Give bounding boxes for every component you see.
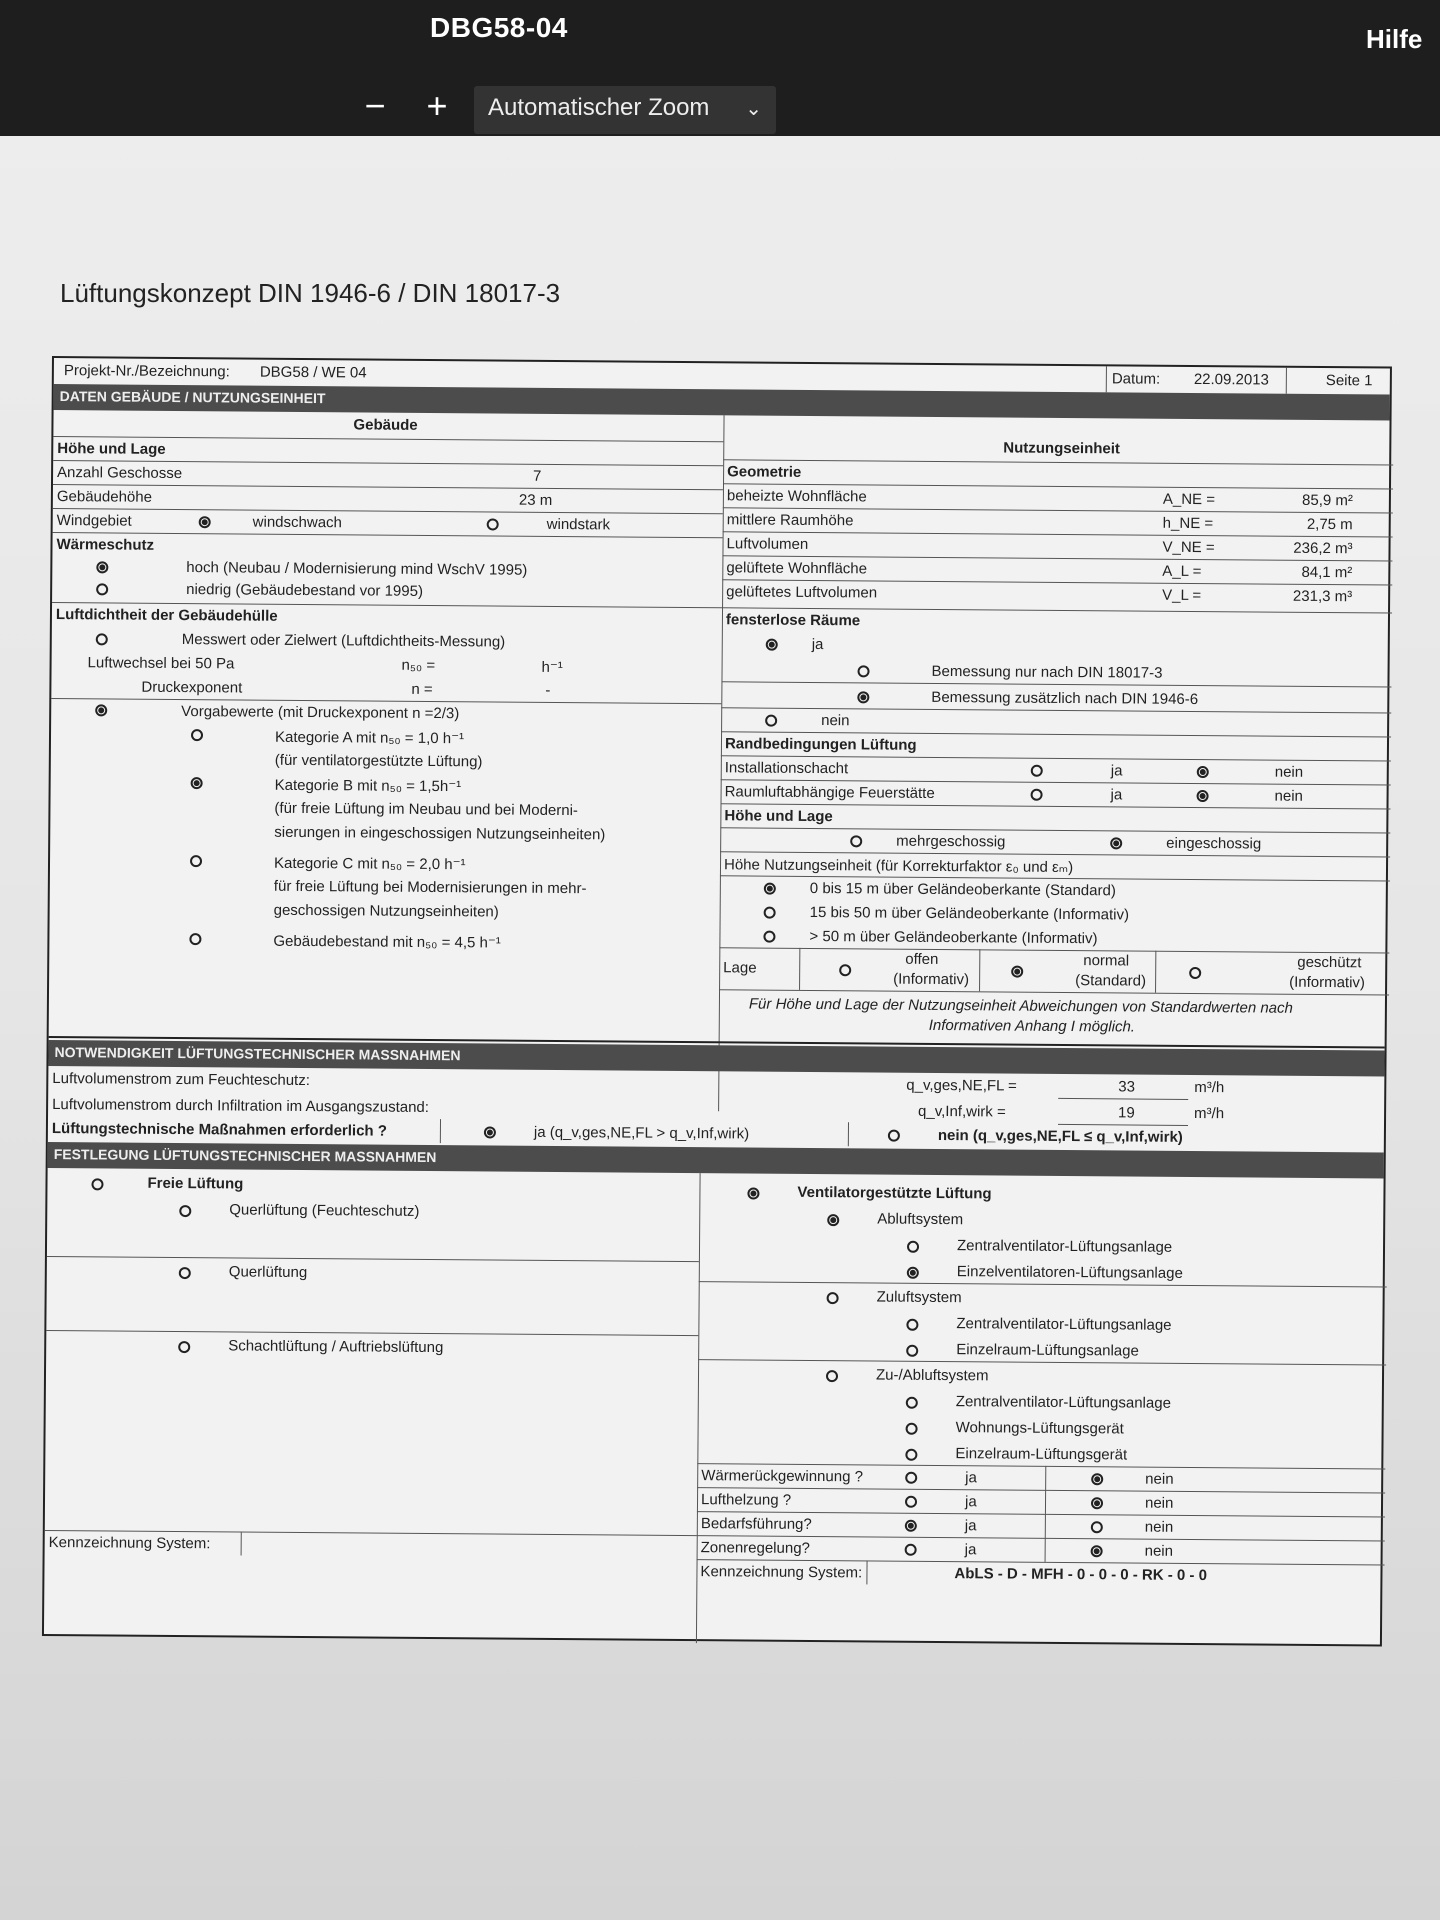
height-15-50-label: 15 bis 50 m über Geländeoberkante (Informativ) bbox=[809, 903, 1130, 924]
boundary-heading: Randbedingungen Lüftung bbox=[724, 735, 917, 754]
height-0-15-label: 0 bis 15 m über Geländeoberkante (Standard) bbox=[809, 879, 1116, 900]
moisture-flow-value: 33 bbox=[1118, 1078, 1136, 1096]
category-a-note: (für ventilatorgestützte Lüftung) bbox=[274, 751, 483, 771]
page-label: Seite 1 bbox=[1325, 372, 1373, 390]
option-yes-radio[interactable] bbox=[905, 1472, 917, 1484]
geometry-label: gelüftete Wohnfläche bbox=[726, 559, 868, 578]
thermal-low-radio[interactable] bbox=[96, 583, 108, 595]
measures-required-label: Lüftungstechnische Maßnahmen erforderlich ? bbox=[51, 1120, 388, 1140]
document-title: DBG58-04 bbox=[430, 12, 568, 43]
unit-height-label: Höhe Nutzungseinheit (für Korrekturfaktor ε₀ und εₘ) bbox=[723, 856, 1074, 877]
se-central-radio[interactable] bbox=[906, 1397, 918, 1409]
wind-label: Windgebiet bbox=[56, 512, 132, 530]
wind-weak-radio[interactable] bbox=[199, 516, 211, 528]
windowless-yes-label: ja bbox=[811, 635, 824, 654]
height-location-heading-2: Höhe und Lage bbox=[724, 807, 833, 826]
default-values-radio[interactable] bbox=[95, 704, 107, 716]
fireplace-no-radio[interactable] bbox=[1197, 790, 1209, 802]
supply-exhaust-radio[interactable] bbox=[826, 1370, 838, 1382]
windowless-heading: fensterlose Räume bbox=[725, 611, 861, 630]
height-15-50-radio[interactable] bbox=[764, 907, 776, 919]
section-header-measures: FESTLEGUNG LÜFTUNGSTECHNISCHER MASSNAHMEN bbox=[48, 1142, 1384, 1178]
geometry-heading: Geometrie bbox=[727, 463, 802, 481]
se-room-label: Einzelraum-Lüftungsgerät bbox=[955, 1445, 1128, 1464]
option-no-radio[interactable] bbox=[1091, 1497, 1103, 1509]
se-apartment-label: Wohnungs-Lüftungsgerät bbox=[955, 1419, 1124, 1438]
moisture-flow-symbol: q_v,ges,NE,FL = bbox=[906, 1076, 1017, 1095]
existing-building-label: Gebäudebestand mit n₅₀ = 4,5 h⁻¹ bbox=[273, 932, 501, 952]
viewer-toolbar bbox=[0, 0, 1440, 136]
exhaust-central-label: Zentralventilator-Lüftungsanlage bbox=[956, 1237, 1173, 1256]
category-a-radio[interactable] bbox=[191, 729, 203, 741]
option-no-label: nein bbox=[1145, 1470, 1174, 1488]
free-ventilation-label: Freie Lüftung bbox=[147, 1174, 244, 1193]
infiltration-value: 19 bbox=[1118, 1104, 1135, 1122]
thermal-high-radio[interactable] bbox=[96, 561, 108, 573]
infiltration-unit: m³/h bbox=[1194, 1104, 1225, 1123]
option-yes-label: ja bbox=[965, 1469, 977, 1487]
floors-value: 7 bbox=[533, 467, 542, 485]
option-label: Wärmerückgewinnung ? bbox=[701, 1467, 864, 1486]
air-change-label: Luftwechsel bei 50 Pa bbox=[87, 654, 235, 673]
category-b-note-1: (für freie Lüftung im Neubau und bei Moderni- bbox=[274, 799, 579, 820]
measures-no-radio[interactable] bbox=[888, 1130, 900, 1142]
n50-symbol: n₅₀ = bbox=[401, 656, 436, 675]
supply-system-label: Zuluftsystem bbox=[876, 1288, 962, 1307]
section-header-necessity: NOTWENDIGKEIT LÜFTUNGSTECHNISCHER MASSNAHMEN bbox=[48, 1040, 1384, 1076]
shaft-no-radio[interactable] bbox=[1197, 766, 1209, 778]
windowless-no-radio[interactable] bbox=[765, 715, 777, 727]
date-value: 22.09.2013 bbox=[1193, 370, 1269, 389]
infiltration-symbol: q_v,Inf,wirk = bbox=[918, 1102, 1006, 1121]
windowless-no-label: nein bbox=[821, 712, 850, 730]
wind-weak-label: windschwach bbox=[252, 513, 342, 532]
shaft-no-label: nein bbox=[1274, 763, 1304, 781]
cross-moisture-label: Querlüftung (Feuchteschutz) bbox=[229, 1201, 420, 1220]
floors-label: Anzahl Geschosse bbox=[57, 464, 183, 483]
option-yes-radio[interactable] bbox=[905, 1520, 917, 1532]
wind-strong-radio[interactable] bbox=[487, 518, 499, 530]
supply-central-label: Zentralventilator-Lüftungsanlage bbox=[956, 1315, 1172, 1334]
se-room-radio[interactable] bbox=[905, 1449, 917, 1461]
location-open-radio[interactable] bbox=[839, 964, 851, 976]
system-id-label-left: Kennzeichnung System: bbox=[48, 1534, 211, 1553]
location-protected-radio[interactable] bbox=[1189, 967, 1201, 979]
system-id-value: AbLS - D - MFH - 0 - 0 - 0 - RK - 0 - 0 bbox=[954, 1565, 1208, 1585]
category-c-radio[interactable] bbox=[190, 855, 202, 867]
airtightness-heading: Luftdichtheit der Gebäudehülle bbox=[55, 606, 278, 625]
geometry-value: 231,3 m³ bbox=[1292, 587, 1353, 606]
se-apartment-radio[interactable] bbox=[906, 1423, 918, 1435]
n-unit: - bbox=[545, 681, 551, 699]
zoom-in-button[interactable]: + bbox=[426, 85, 448, 126]
fan-ventilation-radio[interactable] bbox=[747, 1187, 759, 1199]
option-label: Bedarfsführung? bbox=[700, 1515, 812, 1534]
height-location-heading: Höhe und Lage bbox=[57, 440, 166, 458]
n50-unit: h⁻¹ bbox=[541, 658, 563, 677]
infiltration-label: Luftvolumenstrom durch Infiltration im Ausgangszustand: bbox=[52, 1096, 430, 1116]
shaft-ventilation-radio[interactable] bbox=[178, 1341, 190, 1353]
option-yes-label: ja bbox=[964, 1493, 977, 1511]
category-b-note-2: sierungen in eingeschossigen Nutzungseinheiten) bbox=[274, 823, 606, 844]
design-18017-radio[interactable] bbox=[858, 665, 870, 677]
free-ventilation-radio[interactable] bbox=[91, 1178, 103, 1190]
project-label: Projekt-Nr./Bezeichnung: bbox=[63, 362, 230, 381]
location-normal-radio[interactable] bbox=[1011, 966, 1023, 978]
exhaust-system-radio[interactable] bbox=[827, 1214, 839, 1226]
category-a-label: Kategorie A mit n₅₀ = 1,0 h⁻¹ bbox=[274, 728, 465, 748]
geometry-label: beheizte Wohnfläche bbox=[726, 487, 867, 506]
thermal-high-label: hoch (Neubau / Modernisierung mind WschV 1995) bbox=[186, 559, 528, 579]
supply-exhaust-label: Zu-/Abluftsystem bbox=[875, 1366, 989, 1385]
fireplace-yes-label: ja bbox=[1110, 786, 1123, 804]
supply-system-radio[interactable] bbox=[827, 1292, 839, 1304]
system-id-label-right: Kennzeichnung System: bbox=[700, 1563, 863, 1582]
multi-storey-radio[interactable] bbox=[850, 835, 862, 847]
location-open-label: offen bbox=[905, 950, 939, 968]
geometry-symbol: h_NE = bbox=[1162, 514, 1214, 533]
default-values-label: Vorgabewerte (mit Druckexponent n =2/3) bbox=[181, 703, 460, 723]
option-no-radio[interactable] bbox=[1091, 1473, 1103, 1485]
unit-title: Nutzungseinheit bbox=[1003, 439, 1121, 458]
measures-no-label: nein (q_v,ges,NE,FL ≤ q_v,Inf,wirk) bbox=[937, 1126, 1183, 1146]
multi-storey-label: mehrgeschossig bbox=[896, 832, 1006, 851]
chevron-down-icon: ⌄ bbox=[745, 98, 762, 120]
height-50-plus-radio[interactable] bbox=[763, 931, 775, 943]
se-central-label: Zentralventilator-Lüftungsanlage bbox=[955, 1393, 1172, 1412]
geometry-value: 2,75 m bbox=[1306, 515, 1353, 534]
geometry-symbol: A_NE = bbox=[1162, 490, 1216, 509]
building-height-value: 23 m bbox=[518, 491, 553, 509]
exhaust-single-fan-radio[interactable] bbox=[907, 1267, 919, 1279]
n-symbol: n = bbox=[411, 680, 433, 698]
option-no-label: nein bbox=[1144, 1542, 1174, 1560]
category-b-label: Kategorie B mit n₅₀ = 1,5h⁻¹ bbox=[274, 776, 462, 796]
moisture-flow-label: Luftvolumenstrom zum Feuchteschutz: bbox=[52, 1070, 310, 1090]
geometry-label: gelüftetes Luftvolumen bbox=[726, 583, 878, 602]
option-yes-radio[interactable] bbox=[905, 1544, 917, 1556]
option-no-radio[interactable] bbox=[1091, 1545, 1103, 1557]
option-yes-label: ja bbox=[964, 1541, 977, 1559]
design-1946-label: Bemessung zusätzlich nach DIN 1946-6 bbox=[931, 688, 1199, 709]
date-label: Datum: bbox=[1111, 370, 1161, 388]
shaft-yes-label: ja bbox=[1110, 762, 1123, 780]
geometry-value: 85,9 m² bbox=[1301, 491, 1353, 510]
cross-ventilation-radio[interactable] bbox=[179, 1267, 191, 1279]
section-header-data: DATEN GEBÄUDE / NUTZUNGSEINHEIT bbox=[54, 384, 1390, 420]
measured-value-label: Messwert oder Zielwert (Luftdichtheits-Messung) bbox=[181, 631, 506, 651]
wind-strong-label: windstark bbox=[546, 515, 611, 534]
exhaust-system-label: Abluftsystem bbox=[877, 1210, 964, 1229]
height-0-15-radio[interactable] bbox=[764, 883, 776, 895]
option-no-label: nein bbox=[1144, 1494, 1174, 1512]
exhaust-single-fan-label: Einzelventilatoren-Lüftungsanlage bbox=[956, 1263, 1183, 1282]
thermal-protection-heading: Wärmeschutz bbox=[56, 536, 155, 554]
fireplace-no-label: nein bbox=[1274, 787, 1304, 805]
zoom-out-button[interactable]: − bbox=[364, 85, 386, 126]
geometry-symbol: A_L = bbox=[1162, 562, 1202, 581]
shaft-label: Installationschacht bbox=[724, 759, 849, 778]
option-yes-radio[interactable] bbox=[905, 1496, 917, 1508]
project-value: DBG58 / WE 04 bbox=[259, 363, 367, 382]
fireplace-yes-radio[interactable] bbox=[1031, 789, 1043, 801]
measures-yes-label: ja (q_v,ges,NE,FL > q_v,Inf,wirk) bbox=[533, 1123, 750, 1143]
option-label: Zonenregelung? bbox=[700, 1539, 810, 1557]
option-label: Lufthelzung ? bbox=[700, 1491, 792, 1509]
supply-central-radio[interactable] bbox=[906, 1319, 918, 1331]
location-protected-note: (Informativ) bbox=[1289, 973, 1366, 992]
geometry-label: Luftvolumen bbox=[726, 535, 809, 553]
geometry-symbol: V_L = bbox=[1162, 586, 1202, 605]
document-page bbox=[0, 136, 1440, 1920]
location-open-note: (Informativ) bbox=[893, 970, 970, 989]
option-yes-label: ja bbox=[964, 1517, 977, 1535]
building-height-label: Gebäudehöhe bbox=[56, 488, 153, 506]
cross-ventilation-label: Querlüftung bbox=[228, 1263, 308, 1282]
measures-yes-radio[interactable] bbox=[484, 1126, 496, 1138]
cross-moisture-radio[interactable] bbox=[179, 1205, 191, 1217]
option-no-radio[interactable] bbox=[1091, 1521, 1103, 1533]
zoom-select[interactable] bbox=[474, 86, 776, 134]
measured-value-radio[interactable] bbox=[96, 633, 108, 645]
shaft-yes-radio[interactable] bbox=[1031, 765, 1043, 777]
ventilation-form bbox=[42, 356, 1392, 1646]
geometry-label: mittlere Raumhöhe bbox=[726, 511, 854, 530]
note-line-2: Informativen Anhang I möglich. bbox=[928, 1016, 1136, 1036]
exhaust-central-radio[interactable] bbox=[907, 1241, 919, 1253]
windowless-yes-radio[interactable] bbox=[766, 639, 778, 651]
geometry-value: 84,1 m² bbox=[1301, 563, 1353, 582]
category-c-note-2: geschossigen Nutzungseinheiten) bbox=[273, 901, 499, 921]
fireplace-label: Raumluftabhängige Feuerstätte bbox=[724, 783, 935, 802]
geometry-value: 236,2 m³ bbox=[1293, 539, 1353, 558]
thermal-low-label: niedrig (Gebäudebestand vor 1995) bbox=[186, 581, 424, 600]
form-title: Lüftungskonzept DIN 1946-6 / DIN 18017-3 bbox=[60, 278, 561, 308]
moisture-flow-unit: m³/h bbox=[1194, 1078, 1225, 1097]
single-storey-label: eingeschossig bbox=[1166, 834, 1262, 853]
zoom-select-label: Automatischer Zoom bbox=[488, 94, 710, 121]
design-18017-label: Bemessung nur nach DIN 18017-3 bbox=[931, 662, 1163, 682]
pressure-exponent-label: Druckexponent bbox=[141, 678, 243, 697]
category-c-note-1: für freie Lüftung bei Modernisierungen in mehr- bbox=[273, 877, 587, 898]
option-no-label: nein bbox=[1144, 1518, 1174, 1536]
category-b-radio[interactable] bbox=[191, 777, 203, 789]
location-normal-note: (Standard) bbox=[1075, 972, 1147, 990]
location-protected-label: geschützt bbox=[1297, 953, 1362, 972]
help-button[interactable]: Hilfe bbox=[1366, 24, 1423, 54]
supply-room-radio[interactable] bbox=[906, 1345, 918, 1357]
geometry-symbol: V_NE = bbox=[1162, 538, 1215, 557]
category-c-label: Kategorie C mit n₅₀ = 2,0 h⁻¹ bbox=[273, 854, 466, 874]
note-line-1: Für Höhe und Lage der Nutzungseinheit Abweichungen von Standardwerten nach bbox=[748, 995, 1293, 1017]
height-50-plus-label: > 50 m über Geländeoberkante (Informativ) bbox=[809, 927, 1098, 948]
existing-building-radio[interactable] bbox=[189, 933, 201, 945]
single-storey-radio[interactable] bbox=[1110, 837, 1122, 849]
design-1946-radio[interactable] bbox=[857, 691, 869, 703]
location-normal-label: normal bbox=[1083, 952, 1130, 970]
building-title: Gebäude bbox=[353, 416, 418, 434]
shaft-ventilation-label: Schachtlüftung / Auftriebslüftung bbox=[228, 1337, 444, 1357]
location-label: Lage bbox=[723, 959, 757, 977]
fan-ventilation-label: Ventilatorgestützte Lüftung bbox=[797, 1183, 992, 1203]
supply-room-label: Einzelraum-Lüftungsanlage bbox=[956, 1341, 1139, 1360]
